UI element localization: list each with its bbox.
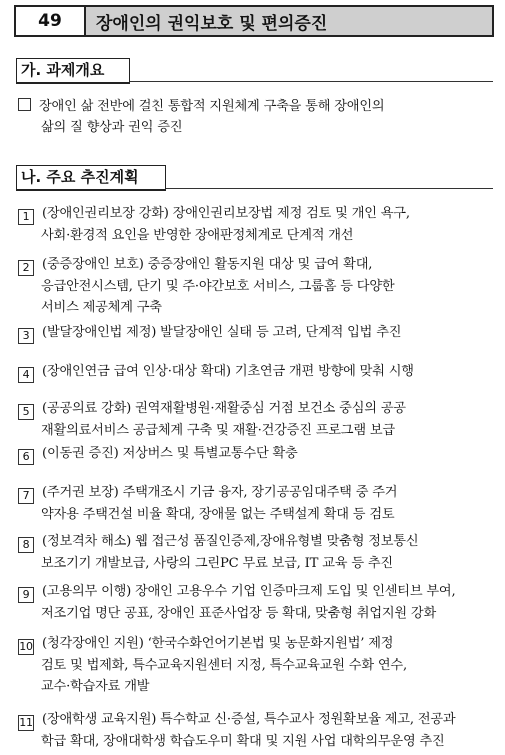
plan-item-11	[18, 709, 496, 752]
plan-item-4	[18, 361, 496, 383]
plan-item-8	[18, 531, 496, 574]
plan-item-line: 응급안전시스템, 단기 및 주·야간보호 서비스, 그룹홈 등 다양한	[41, 279, 395, 294]
plan-item-line: (주거권 보장) 주택개조시 기금 융자, 장기공공임대주택 중 주거	[42, 485, 398, 500]
item-number-icon: 6	[18, 449, 34, 465]
plan-item-line: (장애학생 교육지원) 특수학교 신·증설, 특수교사 정원확보율 제고, 전공과	[42, 712, 456, 727]
plan-item-6	[18, 443, 496, 465]
plan-item-line: 학급 확대, 장애대학생 학습도우미 확대 및 지원 사업 대학의무운영 추진	[41, 734, 445, 749]
item-number-icon: 1	[18, 209, 34, 225]
overview-text	[18, 96, 496, 138]
plan-item-line: 보조기기 개발보급, 사랑의 그린PC 무료 보급, IT 교육 등 추진	[41, 556, 393, 571]
plan-item-line: (발달장애인법 제정) 발달장애인 실태 등 고려, 단계적 입법 추진	[42, 325, 402, 340]
plan-item-line: 교수·학습자료 개발	[41, 679, 150, 694]
plan-item-line: (중증장애인 보호) 중증장애인 활동지원 대상 및 급여 확대,	[42, 257, 373, 272]
item-number-icon: 11	[19, 716, 33, 729]
item-number-icon: 8	[18, 537, 34, 553]
checkbox-bullet-icon	[18, 98, 31, 111]
item-number-icon: 2	[18, 260, 34, 276]
item-number-icon: 4	[18, 367, 34, 383]
plan-item-line: (장애인권리보장 강화) 장애인권리보장법 제정 검토 및 개인 욕구,	[42, 206, 410, 221]
plan-item-2	[18, 254, 496, 318]
plan-item-line: 사회·환경적 요인을 반영한 장애판정체계로 단계적 개선	[41, 228, 354, 243]
item-number-icon: 3	[18, 328, 34, 344]
item-number-icon: 10	[19, 640, 33, 653]
plan-item-line: 검토 및 법제화, 특수교육지원센터 지정, 특수교육교원 수화 연수,	[41, 658, 407, 673]
item-number-icon: 9	[18, 587, 34, 603]
plan-item-line: (공공의료 강화) 권역재활병원·재활중심 거점 보건소 중심의 공공	[42, 401, 406, 416]
overview-line-1: 장애인 삶 전반에 걸친 통합적 지원체계 구축을 통해 장애인의	[39, 99, 385, 114]
plan-item-line: (장애인연금 급여 인상·대상 확대) 기초연금 개편 방향에 맞춰 시행	[42, 364, 414, 379]
plan-item-line: 저조기업 명단 공표, 장애인 표준사업장 등 확대, 맞춤형 취업지원 강화	[41, 606, 437, 621]
title-bar	[14, 5, 494, 37]
section-rule-overview	[130, 81, 493, 82]
plan-item-line: 서비스 제공체계 구축	[41, 300, 162, 315]
plan-item-7	[18, 482, 496, 525]
plan-item-10	[18, 633, 496, 697]
plan-item-line: 재활의료서비스 공급체계 구축 및 재활·건강증진 프로그램 보급	[41, 423, 395, 438]
plan-item-line: (청각장애인 지원) ‘한국수화언어기본법 및 농문화지원법’ 제정	[42, 636, 394, 651]
plan-item-9	[18, 581, 496, 624]
item-number-icon: 5	[18, 404, 34, 420]
task-title: 장애인의 권익보호 및 편의증진	[96, 13, 328, 34]
plan-item-3	[18, 322, 496, 344]
plan-item-5	[18, 398, 496, 441]
section-rule-plans	[166, 188, 493, 189]
section-heading-overview: 가. 과제개요	[16, 58, 130, 84]
plan-item-line: (이동권 증진) 저상버스 및 특별교통수단 확충	[42, 446, 298, 461]
task-number: 49	[16, 7, 86, 35]
plan-item-1	[18, 203, 496, 246]
section-heading-plans: 나. 주요 추진계획	[16, 165, 166, 191]
plan-item-line: (정보격차 해소) 웹 접근성 품질인증제,장애유형별 맞춤형 정보통신	[42, 534, 419, 549]
plan-item-line: (고용의무 이행) 장애인 고용우수 기업 인증마크제 도입 및 인센티브 부여,	[42, 584, 456, 599]
overview-line-2: 삶의 질 향상과 권익 증진	[41, 120, 183, 135]
plan-item-line: 약자용 주택건설 비율 확대, 장애물 없는 주택설계 확대 등 검토	[41, 507, 395, 522]
item-number-icon: 7	[18, 488, 34, 504]
